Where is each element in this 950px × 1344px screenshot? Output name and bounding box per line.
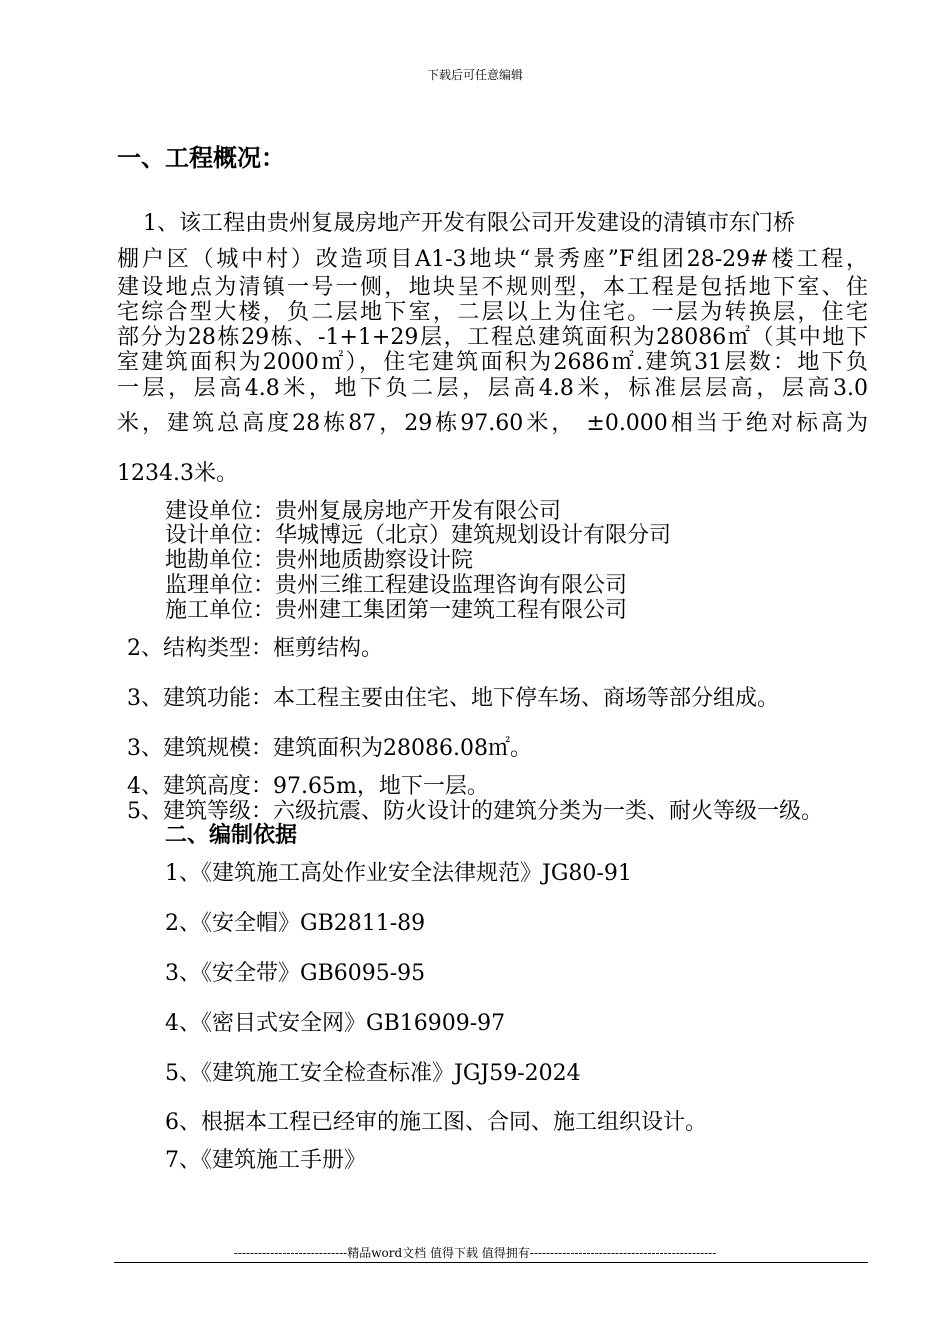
list-item: 3、建筑规模：建筑面积为28086.08㎡。: [127, 736, 532, 761]
page-footer: ----------------------------精品word文档 值得下载 值得拥有----------------------------------------------: [233, 1246, 717, 1260]
unit-line: 建设单位：贵州复晟房地产开发有限公司: [165, 499, 562, 524]
paragraph-line: 一层，层高4.8米，地下负二层，层高4.8米，标准层层高，层高3.0: [117, 376, 868, 401]
unit-line: 施工单位：贵州建工集团第一建筑工程有限公司: [165, 598, 628, 623]
unit-line: 设计单位：华城博远（北京）建筑规划设计有限分司: [165, 523, 672, 548]
list-item: 1、《建筑施工高处作业安全法律规范》JG80-91: [165, 861, 632, 886]
paragraph-line: 1、该工程由贵州复晟房地产开发有限公司开发建设的清镇市东门桥: [143, 211, 795, 236]
section-title-basis: 二、编制依据: [165, 822, 298, 848]
list-item: 6、根据本工程已经审的施工图、合同、施工组织设计。: [165, 1110, 707, 1135]
paragraph-line: 宅综合型大楼，负二层地下室，二层以上为住宅。一层为转换层，住宅: [117, 300, 868, 325]
list-item: 2、结构类型：框剪结构。: [127, 636, 383, 661]
paragraph-line: 米，建筑总高度28栋87，29栋97.60米， ±0.000相当于绝对标高为: [117, 411, 868, 436]
list-item: 4、建筑高度：97.65m，地下一层。: [127, 774, 489, 799]
paragraph-line: 室建筑面积为2000㎡），住宅建筑面积为2686㎡.建筑31层数：地下负: [117, 350, 868, 375]
list-item: 2、《安全帽》GB2811-89: [165, 911, 426, 936]
page-header: 下载后可任意编辑: [426, 68, 523, 82]
list-item: 5、《建筑施工安全检查标准》JGJ59-2024: [165, 1061, 581, 1086]
unit-line: 地勘单位：贵州地质勘察设计院: [165, 548, 474, 573]
list-item: 3、建筑功能：本工程主要由住宅、地下停车场、商场等部分组成。: [127, 686, 779, 711]
section-title-overview: 一、工程概况：: [117, 143, 285, 172]
paragraph-line: 1234.3米。: [117, 461, 238, 486]
list-item: 4、《密目式安全网》GB16909-97: [165, 1011, 506, 1036]
unit-line: 监理单位：贵州三维工程建设监理咨询有限公司: [165, 573, 628, 598]
list-item: 7、《建筑施工手册》: [165, 1148, 366, 1173]
paragraph-line: 部分为28栋29栋、-1+1+29层，工程总建筑面积为28086㎡（其中地下: [117, 325, 868, 350]
list-item: 3、《安全带》GB6095-95: [165, 961, 426, 986]
footer-rule: [114, 1262, 868, 1263]
paragraph-line: 棚户区（城中村）改造项目A1-3地块“景秀座”F组团28-29#楼工程，: [117, 247, 868, 272]
list-item: 5、建筑等级：六级抗震、防火设计的建筑分类为一类、耐火等级一级。: [127, 799, 823, 824]
paragraph-line: 建设地点为清镇一号一侧，地块呈不规则型，本工程是包括地下室、住: [117, 275, 868, 300]
